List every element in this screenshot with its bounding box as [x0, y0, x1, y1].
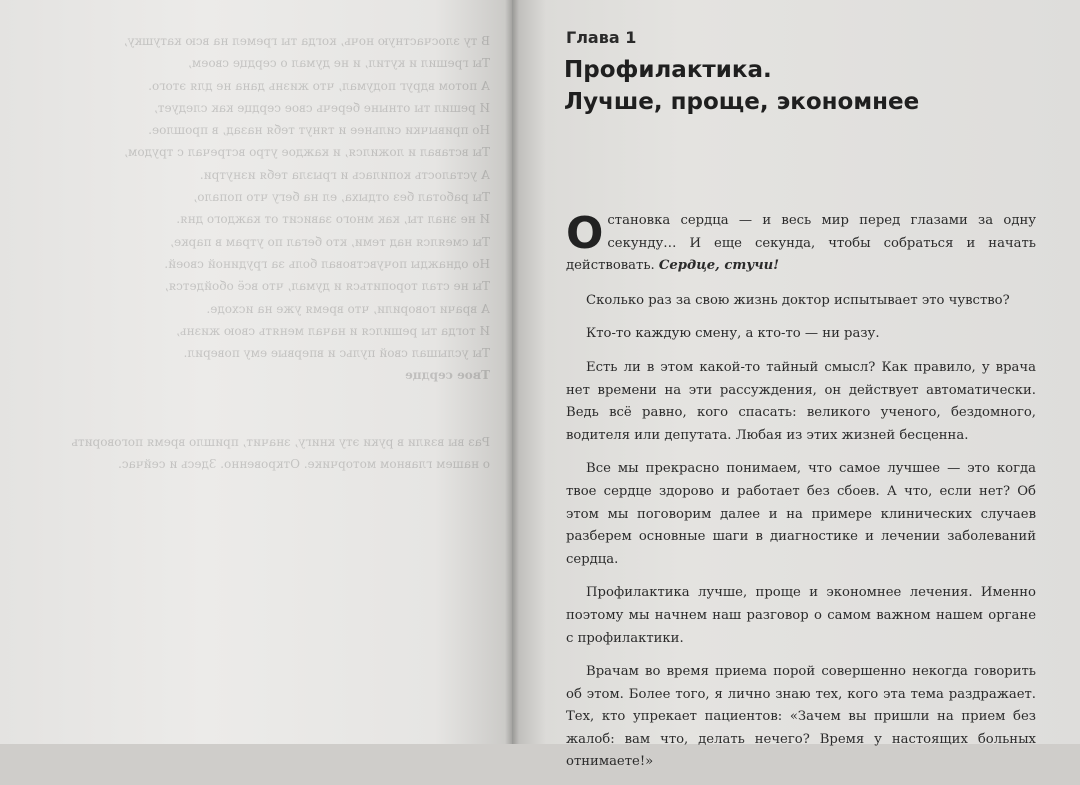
ghost-line: Ты грешил и кутил, и не думал о сердце своем, — [188, 56, 490, 71]
paragraph: Профилактика лучше, проще и экономнее лечения. Именно поэтому мы начнем наш разговор о самом важном нашем органе с профилактики. — [566, 585, 1036, 646]
intro-text: становка сердца — и весь мир перед глазами за одну секунду… И еще секунда, чтобы собраться и начать действовать. — [566, 213, 1036, 274]
paragraph: Есть ли в этом какой-то тайный смысл? Как правило, у врача нет времени на эти рассуждения, он действует автоматически. Ведь всё равно, кого спасать: великого ученого, бездомного, водителя или депутата. Любая из этих жизней бесценна. — [566, 359, 1036, 443]
ghost-heading: Твое сердце — [405, 368, 490, 383]
drop-cap: О — [566, 208, 604, 259]
intro-emphasis: Сердце, стучи! — [658, 258, 780, 274]
ghost-line: о нашем главном моторчике. Откровенно. Здесь и сейчас. — [118, 457, 490, 472]
ghost-line: Ты вставал и ложился, и каждое утро встречал с трудом, — [124, 145, 490, 160]
left-page — [0, 0, 512, 744]
paragraph: Врачам во время приема порой совершенно некогда говорить об этом. Более того, я лично знаю тех, кого эта тема раздражает. Тех, кто упрекает пациентов: «Зачем вы пришли на прием без жалоб: вам что, делать нечего? Время у настоящих больных отнимаете!» — [566, 664, 1036, 770]
ghost-line: Ты смеялся над теми, кто бегал по утрам в парке, — [170, 234, 490, 249]
paragraph: Все мы прекрасно понимаем, что самое лучшее — это когда твое сердце здорово и работает без сбоев. А что, если нет? Об этом мы поговорим далее и на примере клинических случаев разберем основные шаги в диагностике и лечении заболеваний сердца. — [566, 461, 1036, 567]
ghost-line: И не знал ты, как много зависит от каждого дня. — [176, 212, 490, 227]
ghost-line: Ты не стал торопиться и думал, что всё обойдется, — [164, 279, 490, 294]
chapter-label: Глава 1 — [566, 28, 637, 47]
ghost-line: Но однажды почувствовал боль за грудиной своей. — [164, 256, 490, 271]
chapter-body — [566, 210, 1036, 785]
ghost-line: А усталость копилась и грызла тебя изнутри. — [199, 167, 490, 182]
show-through-text — [20, 30, 490, 475]
ghost-line: Раз вы взяли в руки эту книгу, значит, пришло время поговорить — [71, 434, 490, 449]
ghost-line: В ту злосчастную ночь, когда ты гремел на всю катушку, — [123, 34, 490, 48]
intro-paragraph — [566, 210, 1036, 278]
ghost-line: И решил ты отныне беречь свое сердце как следует, — [154, 100, 490, 115]
paragraph: Кто-то каждую смену, а кто-то — ни разу. — [586, 326, 880, 342]
ghost-line: Но привычки сильнее и тянут тебя назад, в прошлое. — [148, 123, 490, 138]
ghost-line: И тогда ты решился и начал менять свою жизнь, — [176, 323, 490, 338]
chapter-title-line2: Лучше, проще, экономнее — [564, 89, 920, 115]
ghost-line: Ты услышал свой пульс и впервые ему поверил. — [183, 346, 490, 361]
ghost-line: Ты работал без отдыха, ел на бегу что попало, — [193, 190, 490, 205]
book-gutter — [505, 0, 519, 744]
ghost-line: А потом вдруг подумал, что жизнь дана не для этого. — [148, 78, 490, 93]
paragraph: Сколько раз за свою жизнь доктор испытывает это чувство? — [586, 292, 1010, 308]
chapter-title-line1: Профилактика. — [564, 57, 772, 83]
ghost-line: А врачи говорили, что время уже на исходе. — [206, 301, 490, 316]
chapter-title — [564, 54, 1044, 118]
